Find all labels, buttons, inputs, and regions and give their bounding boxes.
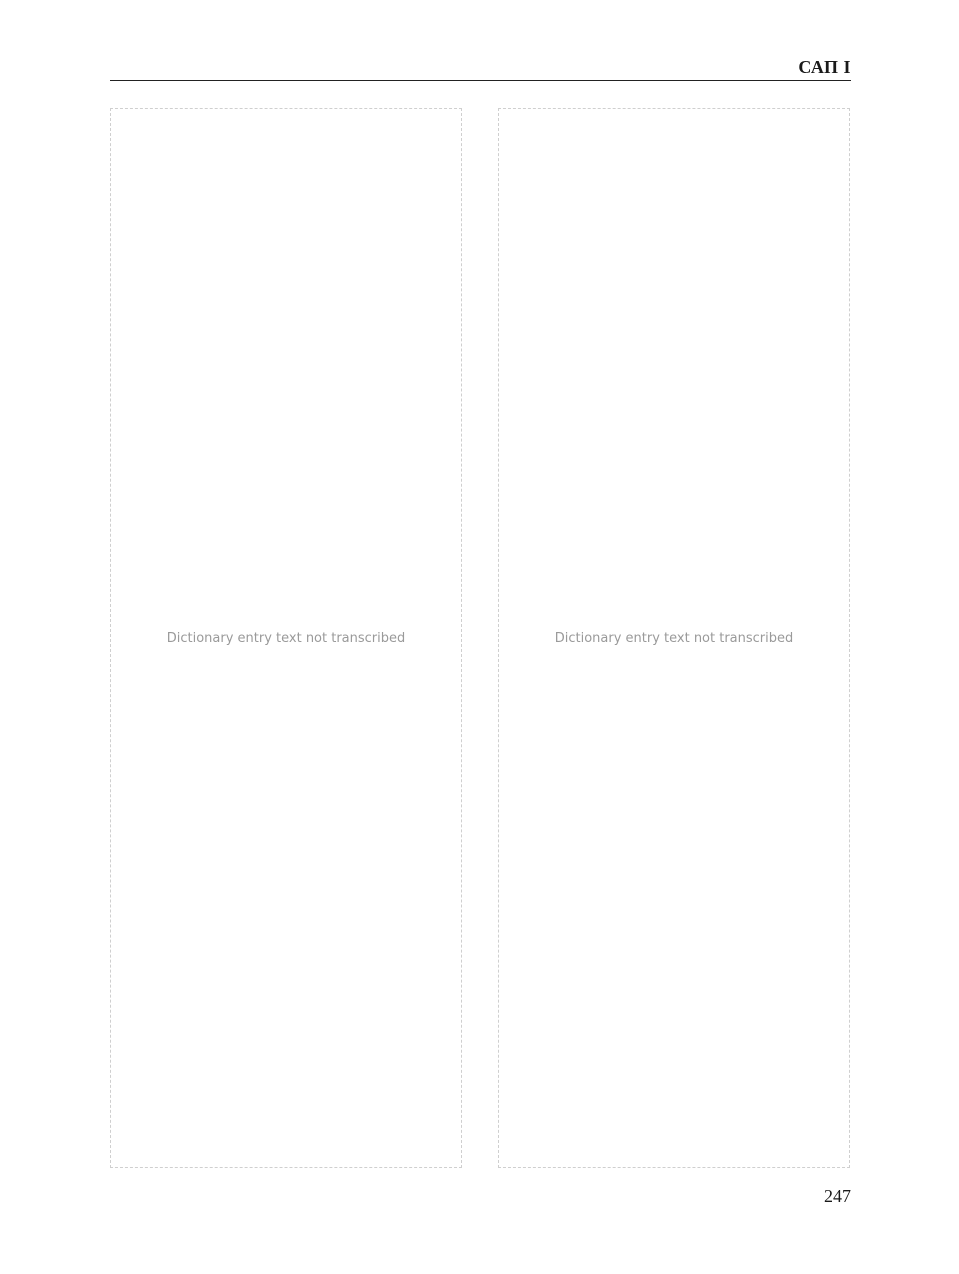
right-column-note: Dictionary entry text not transcribed — [554, 630, 794, 646]
running-header-title: САП I — [798, 57, 851, 77]
page-number: 247 — [824, 1186, 851, 1206]
left-column-note: Dictionary entry text not transcribed — [166, 630, 406, 646]
left-column-placeholder — [110, 108, 462, 1168]
running-header — [110, 50, 851, 81]
right-column-placeholder — [498, 108, 850, 1168]
